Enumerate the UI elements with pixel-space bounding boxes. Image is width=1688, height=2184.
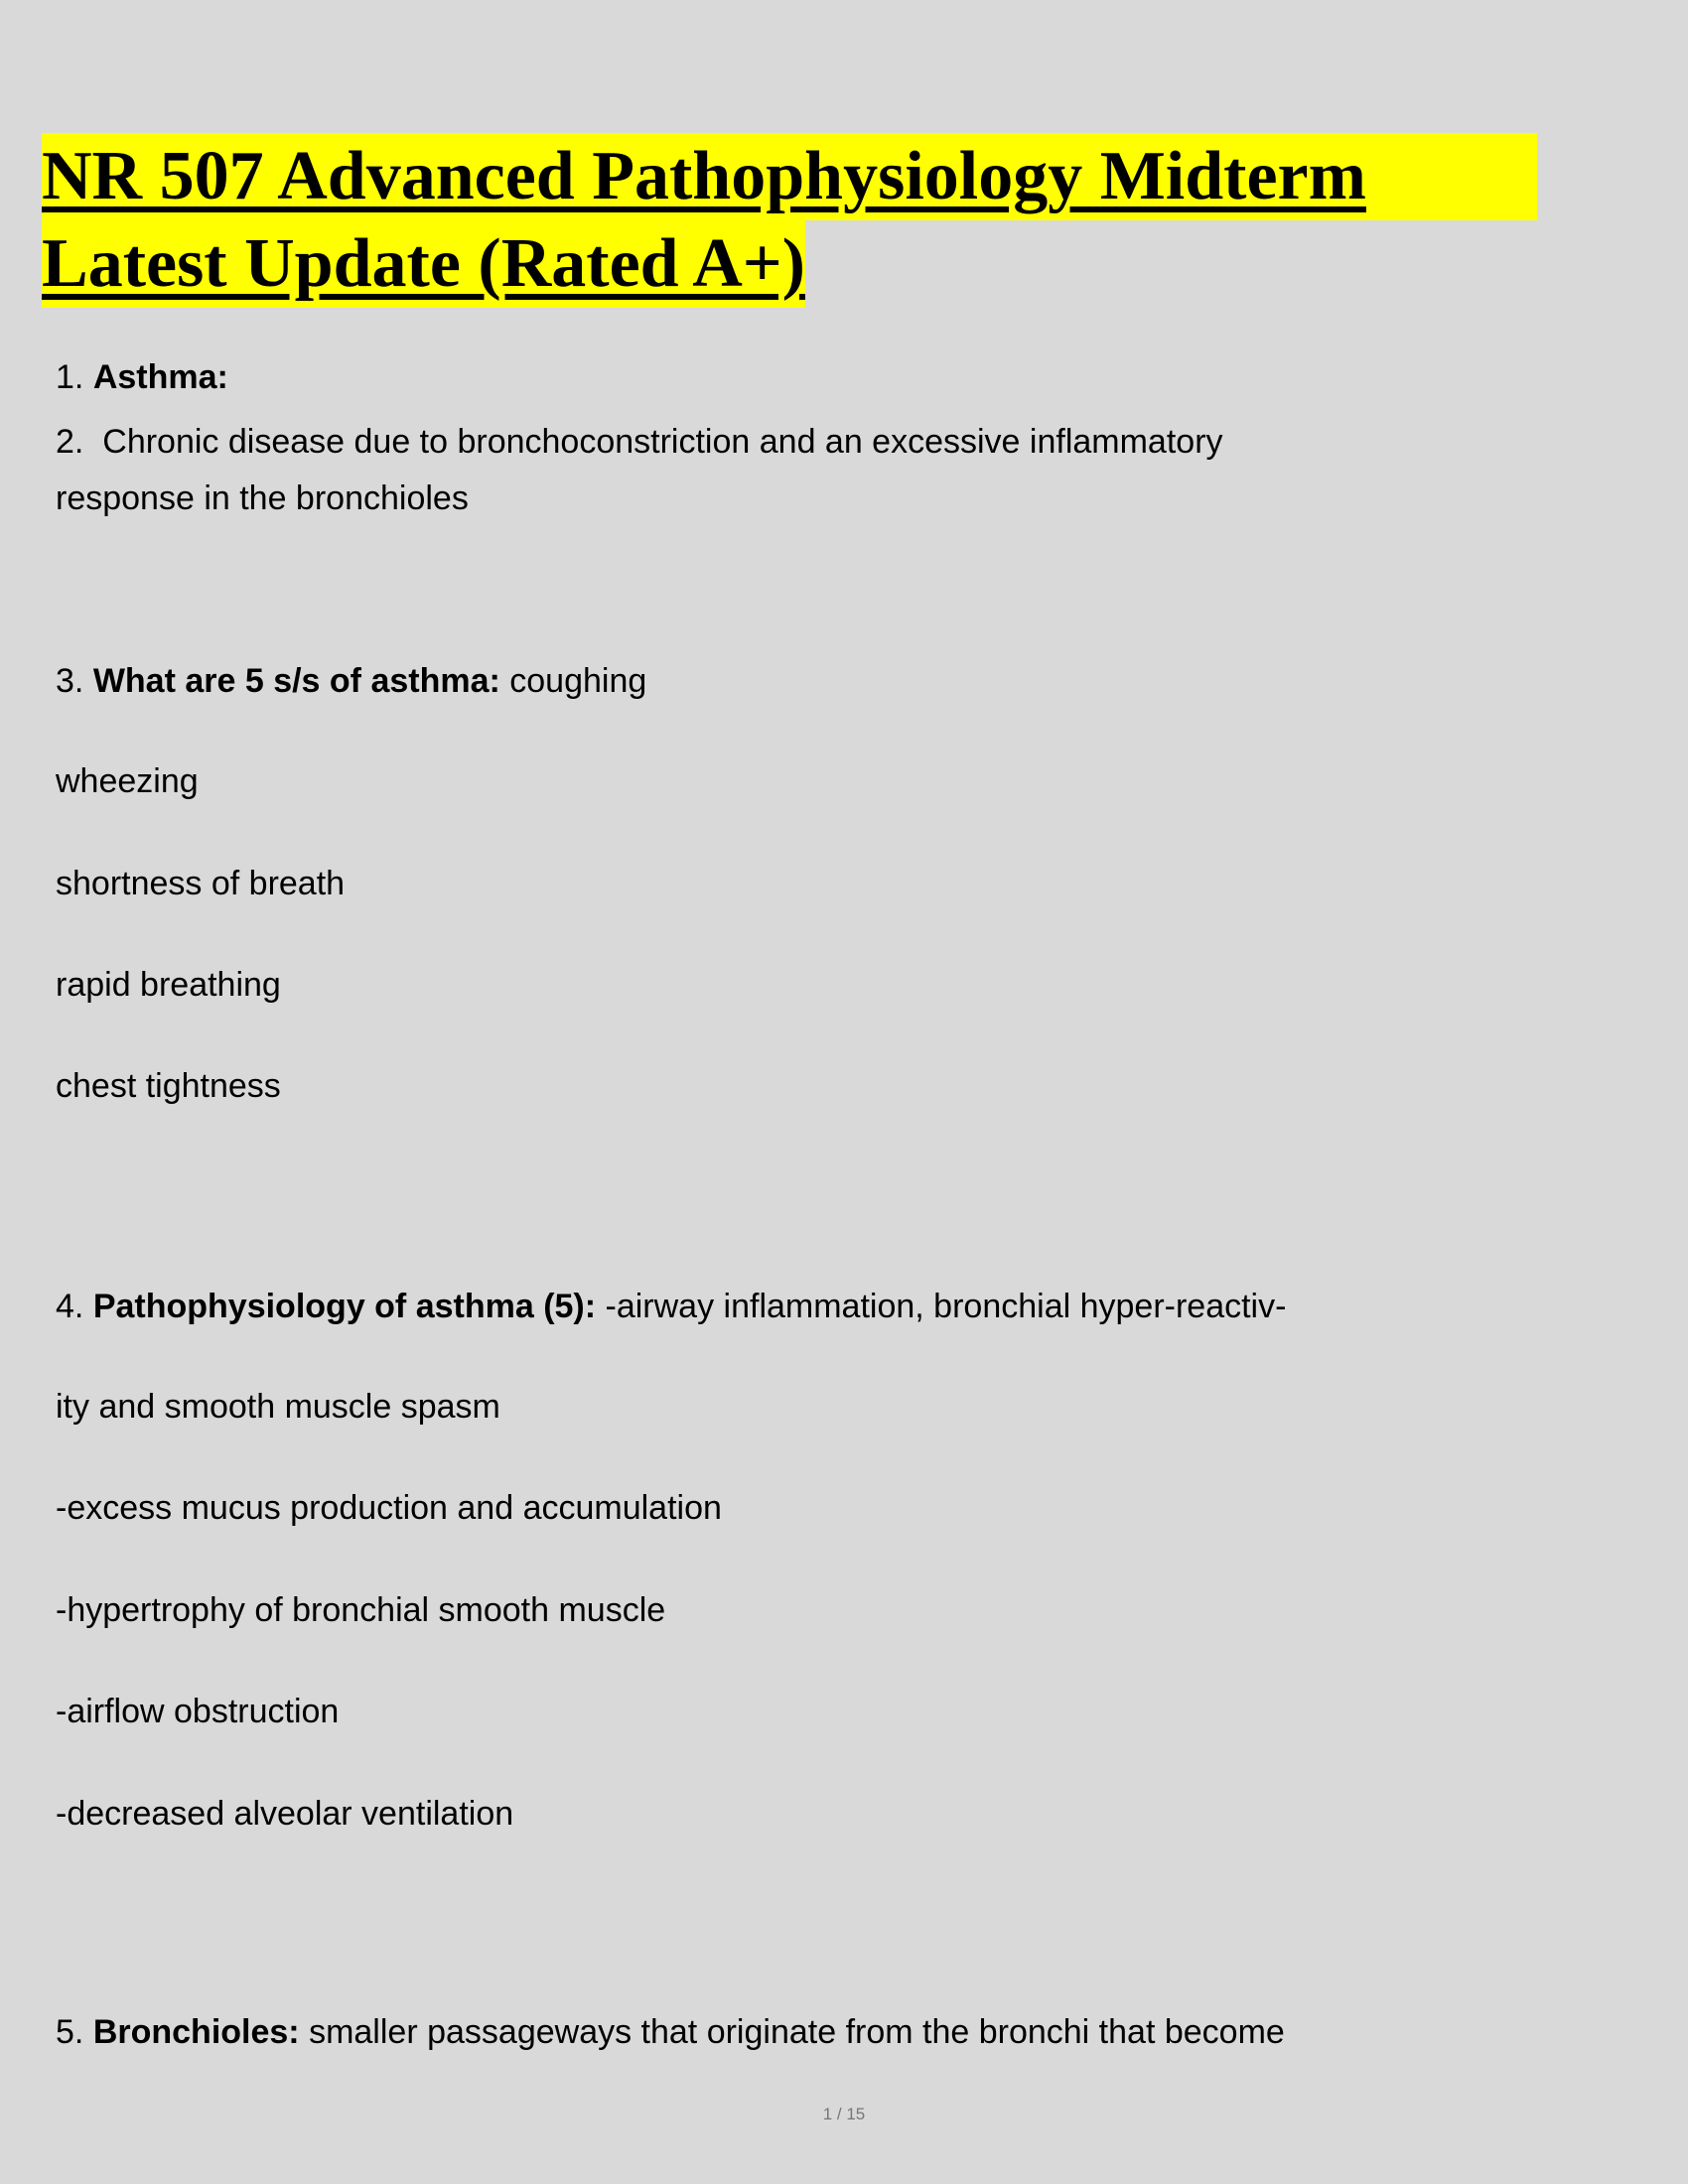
line-num: 1. — [56, 358, 93, 396]
line-text: coughing — [499, 662, 647, 700]
document-line — [56, 661, 646, 701]
line-term: Bronchioles: — [92, 2013, 300, 2051]
line-text: wheezing — [56, 762, 199, 800]
page-indicator: 1 / 15 — [822, 2105, 866, 2123]
line-text: ity and smooth muscle spasm — [56, 1388, 500, 1426]
document-title-line-1: NR 507 Advanced Pathophysiology Midterm — [42, 133, 1537, 220]
line-text: rapid breathing — [56, 966, 281, 1004]
line-num: 3. — [56, 662, 93, 700]
line-text: chest tightness — [56, 1067, 281, 1105]
document-line — [56, 1488, 722, 1528]
document-line — [56, 1590, 665, 1630]
line-text: smaller passageways that originate from the bronchi that become — [299, 2013, 1285, 2051]
document-line — [56, 1066, 281, 1106]
line-term: What are 5 s/s of asthma: — [92, 662, 500, 700]
line-num: 5. — [56, 2013, 93, 2051]
document-line — [56, 761, 199, 801]
line-term: Asthma: — [92, 358, 228, 396]
document-line — [56, 1387, 500, 1427]
line-text: -decreased alveolar ventilation — [56, 1795, 514, 1833]
document-line — [56, 478, 469, 518]
document-line — [56, 965, 281, 1005]
document-line — [56, 1692, 339, 1731]
line-text: Chronic disease due to bronchoconstriction and an excessive inflammatory — [92, 423, 1223, 461]
document-line — [56, 1794, 513, 1834]
line-text: -airway inflammation, bronchial hyper-reactiv- — [596, 1288, 1287, 1325]
line-term: Pathophysiology of asthma (5): — [92, 1288, 597, 1325]
line-num: 2. — [56, 423, 93, 461]
document-line — [56, 357, 228, 397]
line-text: shortness of breath — [56, 865, 346, 902]
line-text: -hypertrophy of bronchial smooth muscle — [56, 1591, 666, 1629]
line-text: -airflow obstruction — [56, 1693, 340, 1730]
document-line — [56, 422, 1223, 462]
document-line — [56, 1287, 1286, 1326]
document-title-line-2: Latest Update (Rated A+) — [42, 220, 805, 308]
line-text: response in the bronchioles — [56, 479, 469, 517]
line-num: 4. — [56, 1288, 93, 1325]
document-line — [56, 864, 345, 903]
line-text: -excess mucus production and accumulation — [56, 1489, 722, 1527]
document-line — [56, 2012, 1285, 2052]
